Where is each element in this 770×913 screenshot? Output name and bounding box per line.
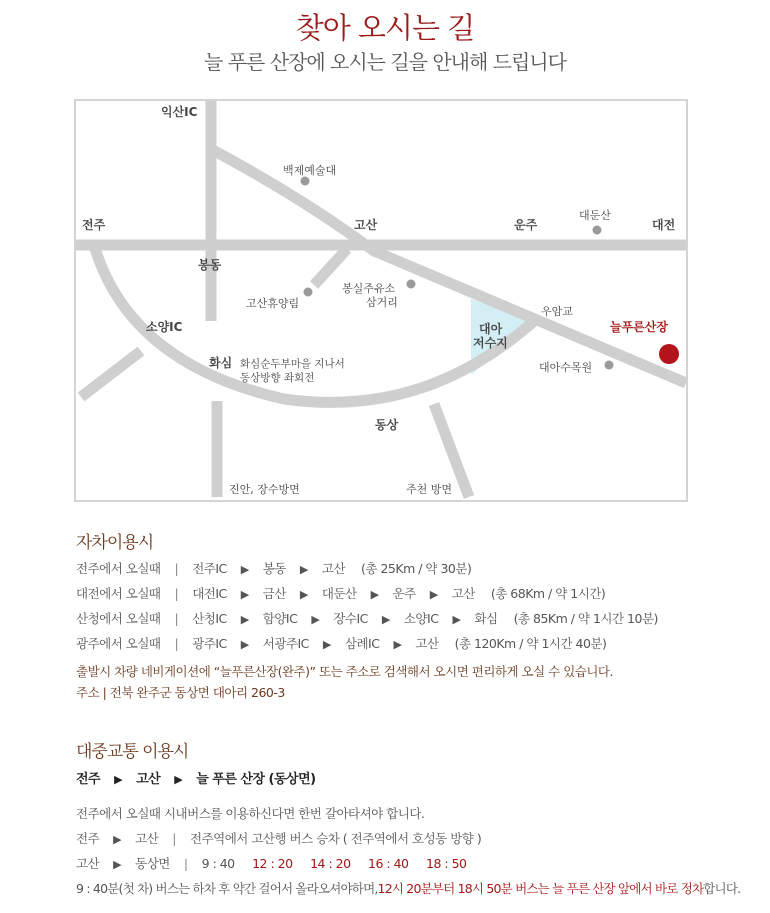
- label-dongsang: 동상: [375, 418, 399, 432]
- label-jeonju: 전주: [82, 218, 106, 232]
- bongsil-dot: [407, 280, 416, 289]
- label-gosan-resort: 고산휴양림: [246, 297, 300, 310]
- transit-leg-2: 고산 ▶ 동상면 | 9 : 40 12 : 20 14 : 20 16 : 40 18 : 50: [76, 856, 467, 871]
- transit-path: 전주 ▶ 고산 ▶ 늘 푸른 산장 (동상면): [76, 772, 316, 787]
- label-daejeon: 대전: [652, 218, 676, 232]
- transit-section-title: 대중교통 이용시: [76, 742, 189, 762]
- car-route-sancheong: 산청에서 오실때 | 산청IC ▶ 함양IC ▶ 장수IC ▶ 소양IC ▶ 화심 (총 85Km / 약 1시간 10분): [76, 611, 658, 626]
- label-gosan: 고산: [354, 218, 378, 232]
- label-arboretum: 대아수목원: [539, 361, 593, 374]
- destination-marker: [659, 344, 679, 364]
- daedunsan-dot: [593, 226, 602, 235]
- label-jucheon: 주천 방면: [406, 483, 453, 496]
- label-bongsil-1: 봉실주유소: [342, 282, 396, 295]
- page-title: 찾아 오시는 길: [295, 11, 475, 45]
- route-map: [74, 99, 688, 502]
- label-jinan: 진안, 장수방면: [229, 483, 300, 496]
- label-bongdong: 봉동: [198, 258, 222, 272]
- label-daea-1: 대아: [479, 322, 503, 336]
- car-route-daejeon: 대전에서 오실때 | 대전IC ▶ 금산 ▶ 대둔산 ▶ 운주 ▶ 고산 (총 68Km / 약 1시간): [76, 586, 606, 601]
- transit-bus-note: 9 : 40분(첫 차) 버스는 하차 후 약간 걸어서 올라오셔야하며,12시 20분부터 18시 50분 버스는 늘 푸른 산장 앞에서 바로 정차합니다.: [76, 881, 741, 896]
- car-route-jeonju: 전주에서 오실때 | 전주IC ▶ 봉동 ▶ 고산 (총 25Km / 약 30분): [76, 561, 472, 576]
- label-iksan-ic: 익산IC: [161, 105, 198, 119]
- label-daea-2: 저수지: [473, 336, 508, 350]
- car-route-gwangju: 광주에서 오실때 | 광주IC ▶ 서광주IC ▶ 삼례IC ▶ 고산 (총 120Km / 약 1시간 40분): [76, 636, 607, 651]
- label-uamgyo: 우암교: [541, 305, 573, 318]
- transit-leg-1: 전주 ▶ 고산 | 전주역에서 고산행 버스 승차 ( 전주역에서 호성동 방향 ): [76, 831, 482, 846]
- label-soyang-ic: 소양IC: [146, 320, 183, 334]
- car-section-title: 자차이용시: [76, 533, 154, 553]
- navigation-note: 출발시 차량 네비게이션에 “늘푸른산장(완주)” 또는 주소로 검색해서 오시면 편리하게 오실 수 있습니다.: [76, 664, 613, 679]
- label-unju: 운주: [514, 218, 538, 232]
- gosan-resort-dot: [304, 288, 313, 297]
- label-bongsil-2: 삼거리: [366, 296, 398, 309]
- page-subtitle: 늘 푸른 산장에 오시는 길을 안내해 드립니다: [204, 50, 566, 74]
- label-daedunsan: 대둔산: [579, 209, 611, 222]
- label-hwasim: 화심: [209, 356, 233, 370]
- label-destination: 늘푸른산장: [610, 320, 668, 334]
- arboretum-dot: [605, 361, 614, 370]
- address: 주소 | 전북 완주군 동상면 대아리 260-3: [76, 685, 285, 700]
- label-hwasim-note-1: 화심순두부마을 지나서: [240, 358, 345, 370]
- transit-intro: 전주에서 오실때 시내버스를 이용하신다면 한번 갈아타셔야 합니다.: [76, 806, 425, 821]
- label-baekje: 백제예술대: [283, 164, 337, 177]
- label-hwasim-note-2: 동상방향 좌회전: [240, 372, 315, 384]
- baekje-dot: [301, 177, 310, 186]
